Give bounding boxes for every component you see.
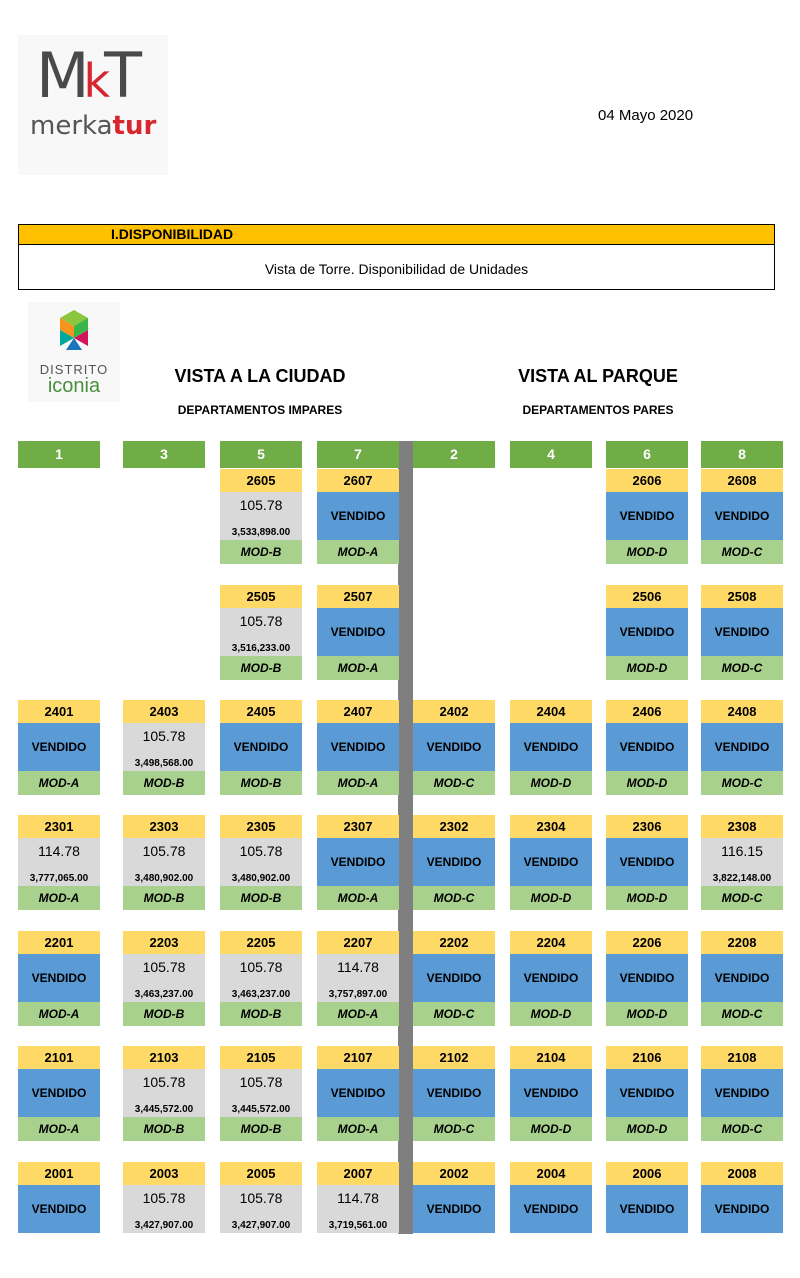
column-header: 4 [510,441,592,468]
unit-number: 2508 [701,585,783,608]
unit-number: 2507 [317,585,399,608]
section-subtitle: Vista de Torre. Disponibilidad de Unidades [264,261,529,277]
unit-card [18,815,100,910]
unit-card [220,585,302,680]
unit-available-info [123,723,205,771]
unit-model: MOD-B [123,771,205,795]
section-box [18,224,775,290]
unit-model: MOD-C [701,771,783,795]
unit-sold-label: VENDIDO [606,1185,688,1233]
unit-number: 2607 [317,469,399,492]
unit-sold-label: VENDIDO [317,608,399,656]
unit-sold-label: VENDIDO [510,1069,592,1117]
unit-sold-label: VENDIDO [606,723,688,771]
unit-card [606,585,688,680]
unit-price: 3,427,907.00 [231,1220,291,1231]
unit-number: 2201 [18,931,100,954]
unit-number: 2003 [123,1162,205,1185]
unit-card [510,700,592,795]
unit-card [317,700,399,795]
unit-sold-label: VENDIDO [317,492,399,540]
unit-sold-label: VENDIDO [701,954,783,1002]
unit-number: 2108 [701,1046,783,1069]
unit-model: MOD-C [413,1117,495,1141]
unit-number: 2005 [220,1162,302,1185]
unit-number: 2608 [701,469,783,492]
unit-price: 3,480,902.00 [231,873,291,884]
unit-card [18,1046,100,1141]
unit-card [220,1046,302,1141]
unit-model: MOD-C [413,886,495,910]
unit-sold-label: VENDIDO [701,608,783,656]
unit-card [413,931,495,1026]
unit-price: 3,533,898.00 [231,527,291,538]
unit-number: 2207 [317,931,399,954]
unit-available-info [220,492,302,540]
unit-model: MOD-B [123,886,205,910]
distrito-logo-icon [54,308,94,358]
unit-available-info [123,838,205,886]
report-date: 04 Mayo 2020 [598,107,694,124]
unit-card [510,1046,592,1141]
unit-model: MOD-C [413,1002,495,1026]
unit-card [701,1046,783,1141]
unit-card [123,1046,205,1141]
unit-sold-label: VENDIDO [701,1069,783,1117]
unit-model: MOD-D [606,886,688,910]
unit-card [317,1046,399,1141]
unit-model: MOD-C [701,656,783,680]
unit-area: 114.78 [38,843,80,859]
distrito-iconia-logo [28,302,120,402]
unit-card [413,700,495,795]
unit-available-info [317,954,399,1002]
unit-card [606,1162,688,1233]
unit-sold-label: VENDIDO [510,1185,592,1233]
unit-price: 3,463,237.00 [134,989,194,1000]
unit-price: 3,822,148.00 [712,873,772,884]
unit-sold-label: VENDIDO [606,492,688,540]
unit-number: 2606 [606,469,688,492]
unit-card [606,1046,688,1141]
unit-area: 114.78 [337,959,379,975]
unit-card [220,700,302,795]
tower-divider [398,441,413,1234]
unit-card [123,1162,205,1233]
unit-number: 2204 [510,931,592,954]
unit-sold-label: VENDIDO [606,1069,688,1117]
unit-model: MOD-D [510,886,592,910]
unit-price: 3,498,568.00 [134,758,194,769]
unit-number: 2304 [510,815,592,838]
unit-available-info [317,1185,399,1233]
unit-area: 105.78 [239,843,283,859]
unit-card [606,931,688,1026]
unit-model: MOD-C [701,886,783,910]
unit-area: 105.78 [142,959,186,975]
distrito-logo-line2: iconia [47,375,101,397]
unit-available-info [220,608,302,656]
merkatur-wordmark: merkatur [30,111,157,141]
unit-number: 2605 [220,469,302,492]
view-right-subtitle: DEPARTAMENTOS PARES [522,403,674,417]
unit-card [317,815,399,910]
column-header: 2 [413,441,495,468]
unit-available-info [220,838,302,886]
merkatur-logo [18,35,168,175]
unit-price: 3,719,561.00 [328,1220,388,1231]
unit-available-info [701,838,783,886]
unit-model: MOD-A [18,1117,100,1141]
unit-model: MOD-C [413,771,495,795]
unit-model: MOD-A [18,1002,100,1026]
unit-sold-label: VENDIDO [510,723,592,771]
unit-number: 2006 [606,1162,688,1185]
unit-available-info [18,838,100,886]
view-right-title: VISTA AL PARQUE [518,366,678,386]
unit-sold-label: VENDIDO [701,492,783,540]
unit-number: 2302 [413,815,495,838]
unit-model: MOD-B [220,771,302,795]
unit-sold-label: VENDIDO [18,723,100,771]
unit-model: MOD-A [317,1117,399,1141]
unit-model: MOD-C [701,1117,783,1141]
unit-number: 2007 [317,1162,399,1185]
unit-model: MOD-D [606,656,688,680]
column-header: 8 [701,441,783,468]
unit-area: 105.78 [142,1074,186,1090]
unit-card [317,585,399,680]
unit-sold-label: VENDIDO [701,723,783,771]
unit-price: 3,445,572.00 [134,1104,194,1115]
unit-price: 3,445,572.00 [231,1104,291,1115]
unit-sold-label: VENDIDO [317,838,399,886]
unit-card [18,931,100,1026]
unit-sold-label: VENDIDO [413,954,495,1002]
unit-model: MOD-C [701,1002,783,1026]
unit-model: MOD-B [220,1002,302,1026]
unit-model: MOD-D [606,540,688,564]
unit-card [701,1162,783,1233]
unit-model: MOD-B [220,1117,302,1141]
unit-card [413,1046,495,1141]
unit-card [606,700,688,795]
unit-card [123,700,205,795]
unit-number: 2403 [123,700,205,723]
unit-available-info [220,1185,302,1233]
unit-available-info [123,1069,205,1117]
column-header: 5 [220,441,302,468]
unit-price: 3,463,237.00 [231,989,291,1000]
unit-price: 3,427,907.00 [134,1220,194,1231]
unit-price: 3,480,902.00 [134,873,194,884]
view-left-title: VISTA A LA CIUDAD [174,366,346,386]
column-header: 7 [317,441,399,468]
unit-area: 114.78 [337,1190,379,1206]
unit-sold-label: VENDIDO [317,1069,399,1117]
unit-number: 2306 [606,815,688,838]
unit-price: 3,757,897.00 [328,989,388,1000]
unit-sold-label: VENDIDO [413,1069,495,1117]
unit-model: MOD-A [18,771,100,795]
unit-number: 2506 [606,585,688,608]
unit-model: MOD-A [317,886,399,910]
unit-number: 2208 [701,931,783,954]
distrito-logo-line1: DISTRITO [39,362,109,377]
unit-card [413,1162,495,1233]
unit-card [123,931,205,1026]
unit-area: 105.78 [239,1074,283,1090]
unit-model: MOD-A [317,1002,399,1026]
unit-card [220,931,302,1026]
unit-number: 2205 [220,931,302,954]
unit-card [510,1162,592,1233]
unit-available-info [123,1185,205,1233]
unit-model: MOD-D [510,771,592,795]
unit-card [317,469,399,564]
unit-number: 2303 [123,815,205,838]
unit-number: 2102 [413,1046,495,1069]
column-header: 3 [123,441,205,468]
unit-number: 2001 [18,1162,100,1185]
unit-card [701,931,783,1026]
unit-card [701,700,783,795]
unit-card [220,469,302,564]
unit-sold-label: VENDIDO [413,838,495,886]
unit-card [701,469,783,564]
unit-model: MOD-B [220,656,302,680]
unit-number: 2103 [123,1046,205,1069]
unit-sold-label: VENDIDO [220,723,302,771]
unit-sold-label: VENDIDO [413,723,495,771]
unit-card [606,469,688,564]
unit-sold-label: VENDIDO [18,1069,100,1117]
unit-area: 105.78 [239,613,283,629]
unit-number: 2101 [18,1046,100,1069]
unit-sold-label: VENDIDO [18,1185,100,1233]
unit-sold-label: VENDIDO [606,954,688,1002]
unit-model: MOD-D [510,1002,592,1026]
unit-card [701,815,783,910]
unit-sold-label: VENDIDO [606,838,688,886]
unit-number: 2104 [510,1046,592,1069]
section-title: I.DISPONIBILIDAD [19,225,774,245]
unit-area: 105.78 [142,728,186,744]
unit-sold-label: VENDIDO [510,954,592,1002]
unit-model: MOD-D [510,1117,592,1141]
unit-sold-label: VENDIDO [701,1185,783,1233]
unit-sold-label: VENDIDO [510,838,592,886]
column-header: 1 [18,441,100,468]
unit-sold-label: VENDIDO [606,608,688,656]
unit-model: MOD-D [606,771,688,795]
view-left-subtitle: DEPARTAMENTOS IMPARES [177,403,343,417]
unit-area: 105.78 [142,843,186,859]
unit-number: 2008 [701,1162,783,1185]
unit-number: 2402 [413,700,495,723]
unit-area: 105.78 [142,1190,186,1206]
unit-card [413,815,495,910]
unit-number: 2105 [220,1046,302,1069]
unit-number: 2405 [220,700,302,723]
unit-number: 2407 [317,700,399,723]
unit-number: 2406 [606,700,688,723]
unit-number: 2305 [220,815,302,838]
unit-card [220,815,302,910]
unit-area: 105.78 [239,959,283,975]
merkatur-mark: MkT [36,39,137,112]
unit-model: MOD-B [220,886,302,910]
unit-model: MOD-D [606,1117,688,1141]
unit-card [510,931,592,1026]
unit-card [123,815,205,910]
unit-area: 105.78 [239,1190,283,1206]
unit-card [317,1162,399,1233]
unit-model: MOD-A [317,540,399,564]
unit-model: MOD-A [317,656,399,680]
unit-area: 105.78 [239,497,283,513]
unit-price: 3,516,233.00 [231,643,291,654]
unit-model: MOD-C [701,540,783,564]
unit-number: 2401 [18,700,100,723]
unit-number: 2505 [220,585,302,608]
unit-number: 2106 [606,1046,688,1069]
unit-model: MOD-B [220,540,302,564]
unit-price: 3,777,065.00 [29,873,89,884]
unit-sold-label: VENDIDO [18,954,100,1002]
unit-card [510,815,592,910]
unit-area: 116.15 [721,843,763,859]
unit-card [220,1162,302,1233]
unit-card [18,700,100,795]
unit-model: MOD-B [123,1002,205,1026]
unit-number: 2404 [510,700,592,723]
unit-number: 2004 [510,1162,592,1185]
unit-model: MOD-B [123,1117,205,1141]
unit-card [317,931,399,1026]
unit-sold-label: VENDIDO [413,1185,495,1233]
unit-card [18,1162,100,1233]
unit-number: 2206 [606,931,688,954]
unit-available-info [123,954,205,1002]
unit-model: MOD-A [317,771,399,795]
unit-number: 2002 [413,1162,495,1185]
unit-number: 2408 [701,700,783,723]
unit-sold-label: VENDIDO [317,723,399,771]
unit-number: 2203 [123,931,205,954]
unit-number: 2307 [317,815,399,838]
unit-number: 2202 [413,931,495,954]
unit-model: MOD-D [606,1002,688,1026]
unit-available-info [220,954,302,1002]
unit-card [606,815,688,910]
unit-number: 2301 [18,815,100,838]
unit-available-info [220,1069,302,1117]
unit-number: 2308 [701,815,783,838]
unit-model: MOD-A [18,886,100,910]
unit-number: 2107 [317,1046,399,1069]
column-header: 6 [606,441,688,468]
unit-card [701,585,783,680]
